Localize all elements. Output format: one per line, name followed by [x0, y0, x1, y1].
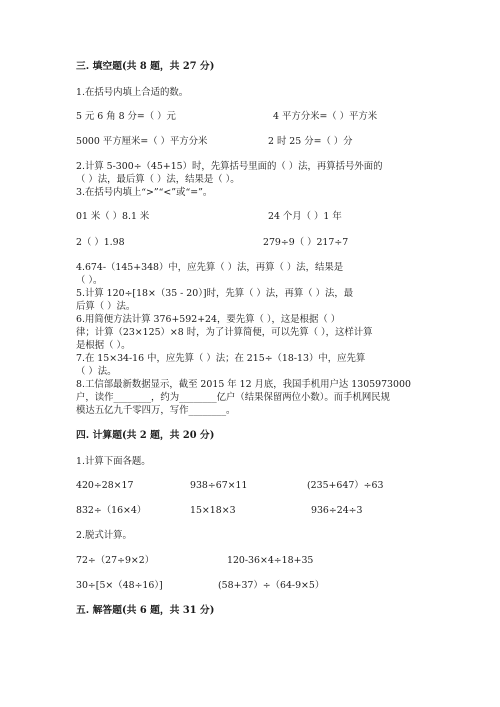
section-3-heading: 三. 填空题(共 8 题，共 27 分): [76, 61, 215, 72]
q3-3-title: 3.在括号内填上“>”“<”或“=”。: [76, 187, 213, 198]
q3-2-line2: （ ）法，最后算（ ）法，结果是（ ）。: [76, 174, 240, 185]
q3-3-r2c2: 279÷9（ ）217÷7: [263, 237, 349, 248]
calc-item: 938÷67×11: [190, 480, 248, 491]
q3-2-line1: 2.计算 5-300÷（45+15）时，先算括号里面的（ ）法，再算括号外面的: [76, 161, 383, 172]
calc-item: (235+647）÷63: [307, 480, 384, 491]
q3-1-r1c2: 4 平方分米=（ ）平方米: [273, 111, 378, 122]
q4-1-title: 1.计算下面各题。: [76, 456, 151, 467]
section-5-heading: 五. 解答题(共 6 题，共 31 分): [76, 605, 215, 616]
q3-3-r1c1: 01 米（ ）8.1 米: [76, 211, 150, 222]
calc-item: 15×18×3: [190, 505, 236, 516]
q3-8-line1: 8.工信部最新数据显示，截至 2015 年 12 月底，我国手机用户达 1305973000: [76, 379, 411, 390]
q3-5-line1: 5.计算 120÷[18×（35 - 20）]时，先算（ ）法，再算（ ）法，最: [76, 288, 354, 299]
q3-4-line2: （ ）。: [76, 275, 103, 286]
q3-7-line1: 7.在 15×34-16 中，应先算（ ）法；在 215÷（18-13）中，应先算: [76, 353, 366, 364]
calc-item: 30÷[5×（48÷16）]: [76, 580, 163, 591]
q3-7-line2: （ ）法。: [76, 366, 117, 377]
q3-3-r2c1: 2（ ）1.98: [76, 237, 125, 248]
calc-item: 120-36×4÷18+35: [227, 555, 314, 566]
q3-8-line2: 户，读作________，约为________亿户（结果保留两位小数）。而手机网民规: [76, 392, 391, 403]
q3-1-title: 1.在括号内填上合适的数。: [76, 87, 189, 98]
q3-6-line1: 6.用简便方法计算 376+592+24，要先算（ ），这是根据（ ）: [76, 314, 341, 325]
q3-6-line3: 是根据（ ）。: [76, 340, 131, 351]
q3-1-r2c1: 5000 平方厘米=（ ）平方分米: [76, 136, 208, 147]
calc-item: (58+37）÷（64-9×5）: [218, 580, 325, 591]
calc-item: 72÷（27÷9×2）: [76, 555, 155, 566]
q3-5-line2: 后算（ ）法。: [76, 301, 136, 312]
q3-4-line1: 4.674-（145+348）中，应先算（ ）法，再算（ ）法，结果是: [76, 262, 344, 273]
q3-8-line3: 模达五亿九千零四万，写作________。: [76, 405, 236, 416]
q3-1-r1c1: 5 元 6 角 8 分=（ ）元: [76, 111, 176, 122]
q3-6-line2: 律；计算（23×125）×8 时，为了计算简便，可以先算（ ），这样计算: [76, 327, 373, 338]
section-4-heading: 四. 计算题(共 2 题，共 20 分): [76, 430, 215, 441]
q4-2-title: 2.脱式计算。: [76, 530, 132, 541]
calc-item: 832÷（16×4）: [76, 505, 147, 516]
q3-3-r1c2: 24 个月（ ）1 年: [268, 211, 342, 222]
q3-1-r2c2: 2 时 25 分=（ ）分: [268, 136, 353, 147]
calc-item: 936÷24÷3: [311, 505, 363, 516]
calc-item: 420÷28×17: [76, 480, 134, 491]
